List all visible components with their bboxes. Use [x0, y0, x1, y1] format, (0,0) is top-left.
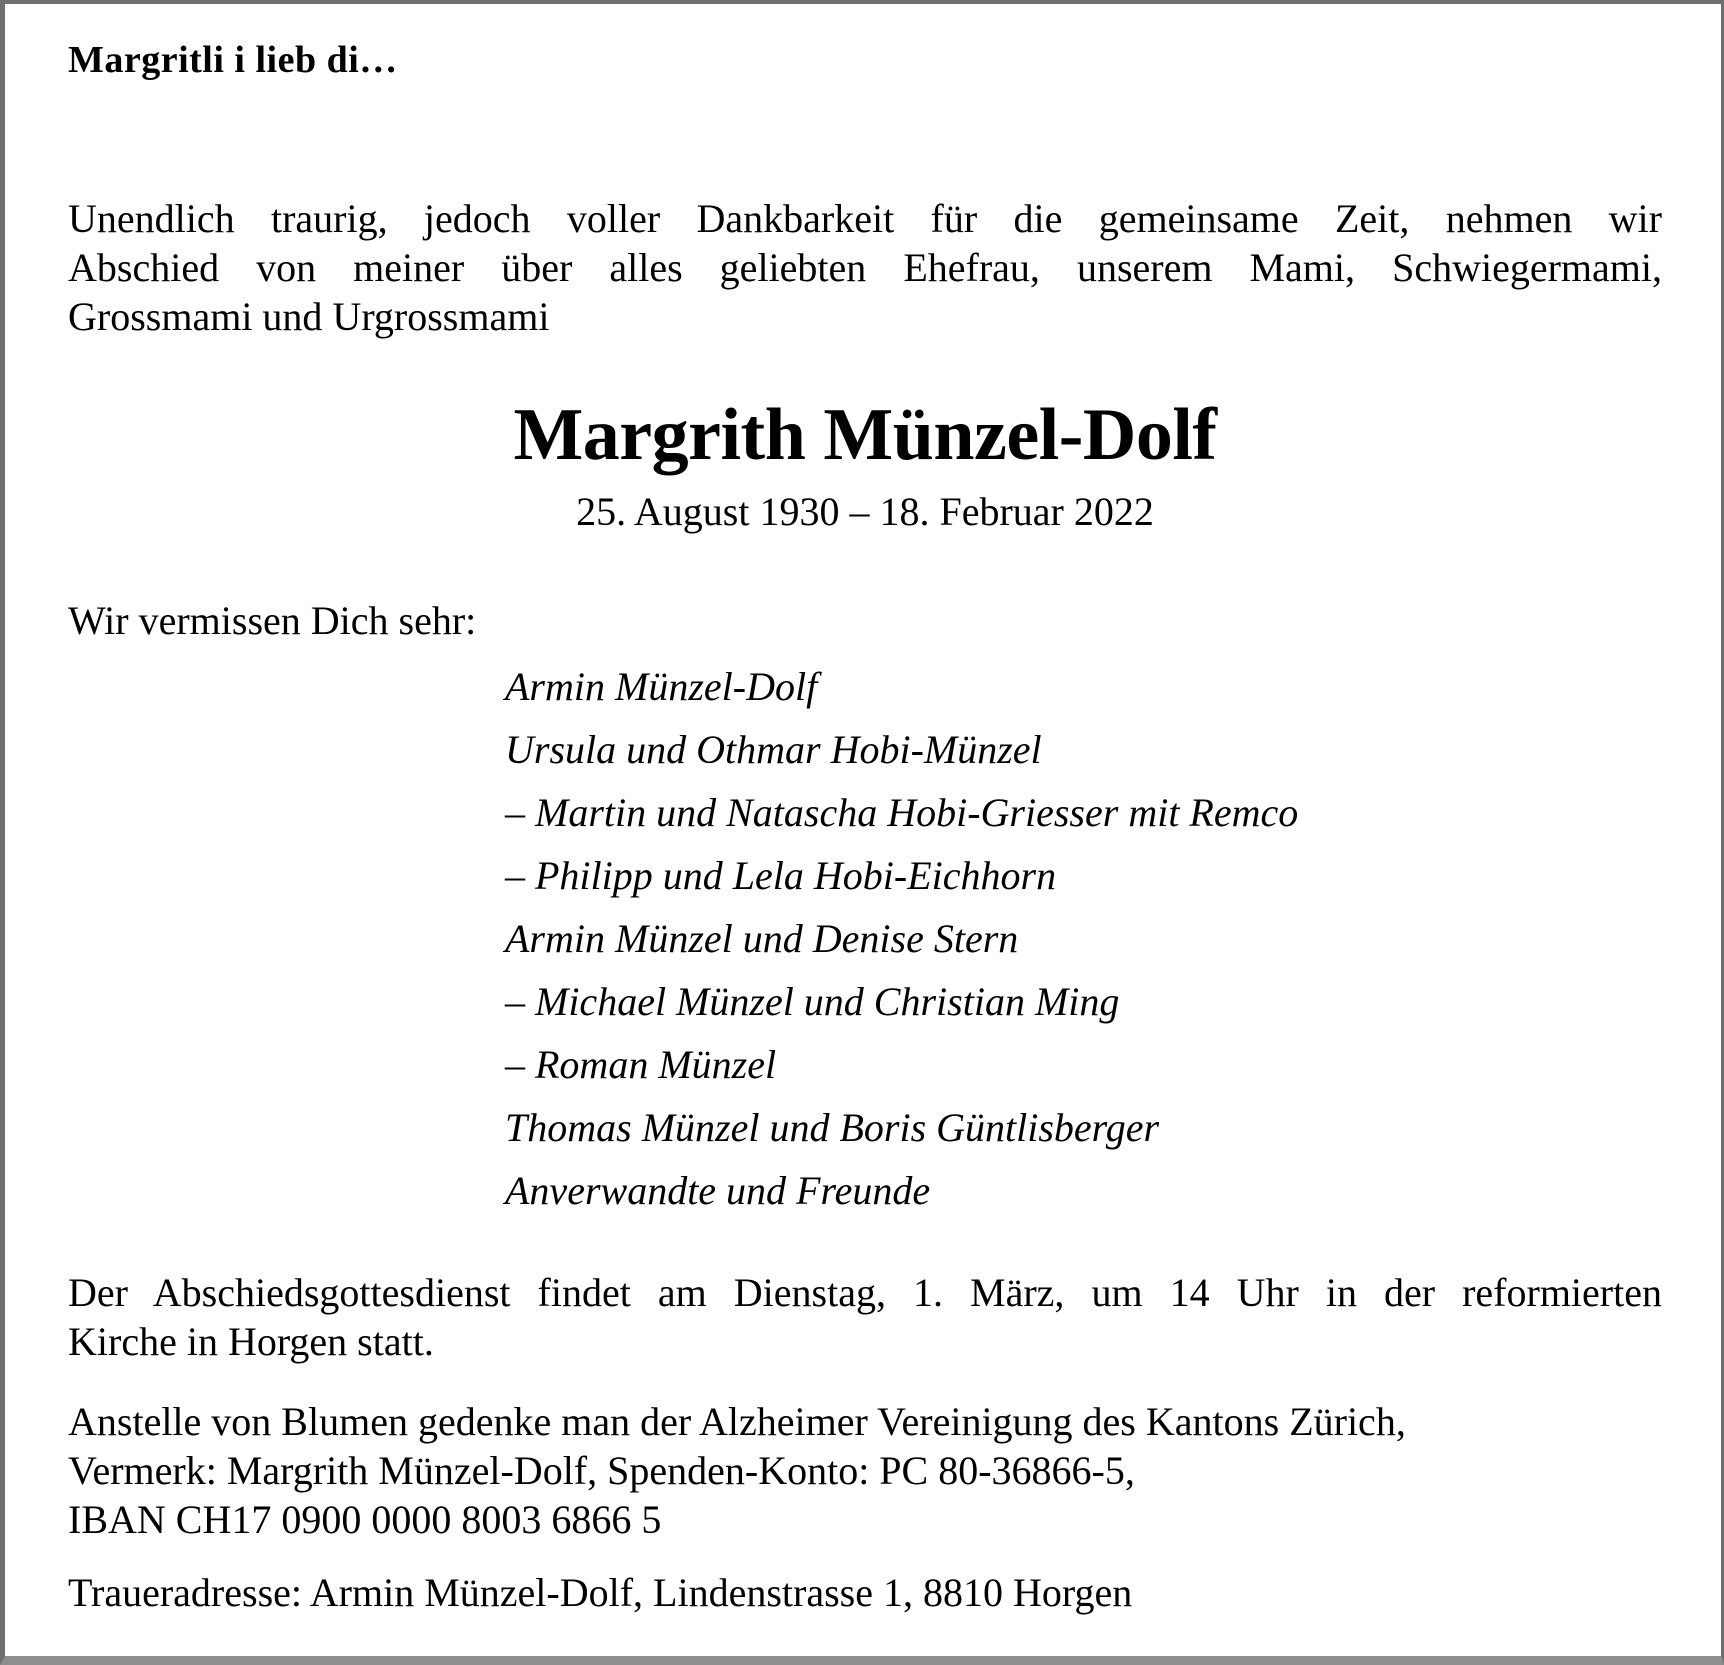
mourner-item: Armin Münzel-Dolf [505, 664, 818, 709]
intro-line-1: Unendlich traurig, jedoch voller Dankbarkeit für die gemeinsame Zeit, nehmen wir [68, 196, 1662, 241]
mourner-item: Armin Münzel und Denise Stern [505, 916, 1019, 961]
mourner-item: Thomas Münzel und Boris Güntlisberger [505, 1105, 1160, 1150]
mourners-list [505, 655, 1662, 1222]
donation-line-3: IBAN CH17 0900 0000 8003 6866 5 [68, 1497, 662, 1542]
intro-line-2: Abschied von meiner über alles geliebten Ehefrau, unserem Mami, Schwiegermami, [68, 245, 1662, 290]
opening-line: Margritli i lieb di… [68, 39, 398, 81]
donation-paragraph [68, 1397, 1662, 1544]
mourner-item: – Philipp und Lela Hobi-Eichhorn [505, 853, 1057, 898]
intro-paragraph [68, 194, 1662, 341]
mourner-item: – Roman Münzel [505, 1042, 777, 1087]
condolence-address: Traueradresse: Armin Münzel-Dolf, Lindenstrasse 1, 8810 Horgen [68, 1570, 1133, 1615]
donation-line-2: Vermerk: Margrith Münzel-Dolf, Spenden-Konto: PC 80-36866-5, [68, 1448, 1135, 1493]
mourner-item: Anverwandte und Freunde [505, 1168, 931, 1213]
mourner-item: Ursula und Othmar Hobi-Münzel [505, 727, 1042, 772]
service-paragraph [68, 1268, 1662, 1366]
missing-line: Wir vermissen Dich sehr: [68, 598, 477, 643]
mourner-item: – Michael Münzel und Christian Ming [505, 979, 1120, 1024]
service-line-2: Kirche in Horgen statt. [68, 1319, 434, 1364]
donation-line-1: Anstelle von Blumen gedenke man der Alzheimer Vereinigung des Kantons Zürich, [68, 1399, 1406, 1444]
service-line-1: Der Abschiedsgottesdienst findet am Dienstag, 1. März, um 14 Uhr in der reformierten [68, 1270, 1662, 1315]
mourner-item: – Martin und Natascha Hobi-Griesser mit Remco [505, 790, 1299, 835]
intro-line-3: Grossmami und Urgrossmami [68, 294, 550, 339]
deceased-name: Margrith Münzel-Dolf [513, 394, 1217, 476]
obituary-content [5, 4, 1721, 1617]
life-dates: 25. August 1930 – 18. Februar 2022 [576, 489, 1154, 534]
